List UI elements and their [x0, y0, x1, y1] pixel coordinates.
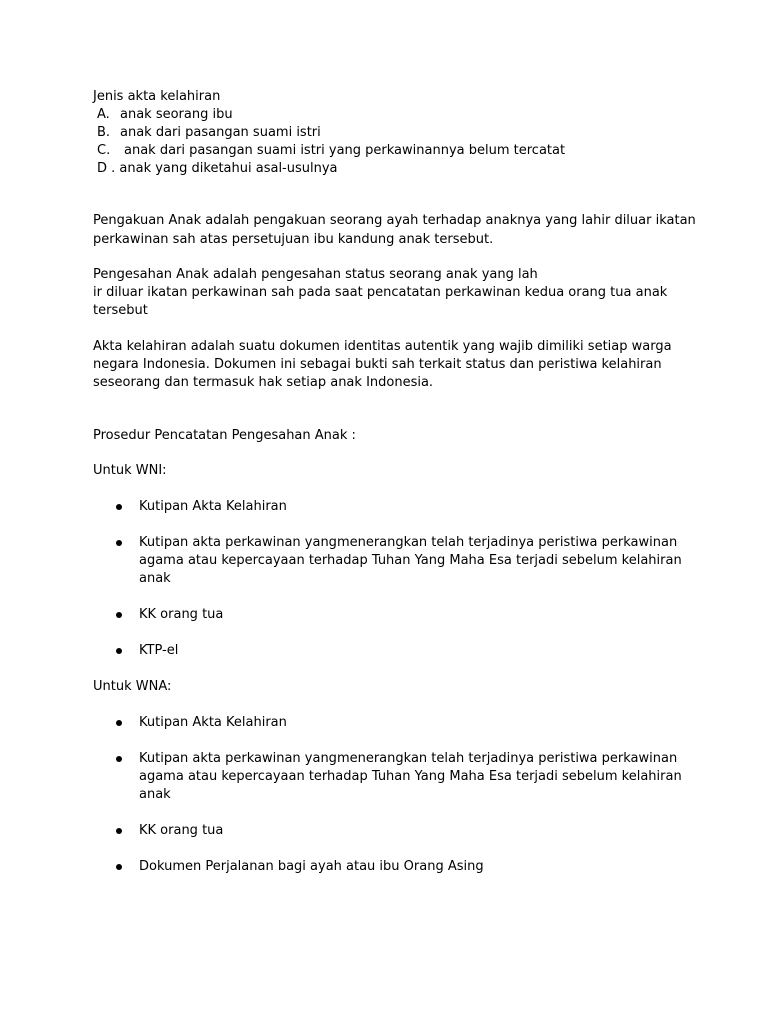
bullet-icon	[116, 828, 122, 834]
pengakuan-line-1: Pengakuan Anak adalah pengakuan seorang ayah terhadap anaknya yang lahir diluar ikatan	[93, 213, 696, 228]
wni-item-1: Kutipan Akta Kelahiran	[139, 499, 287, 514]
wni-item-4: KTP-el	[139, 643, 179, 658]
pengesahan-line-1: Pengesahan Anak adalah pengesahan status seorang anak yang lah	[93, 267, 538, 282]
wna-item-2-line-1: Kutipan akta perkawinan yangmenerangkan telah terjadinya peristiwa perkawinan	[139, 751, 678, 766]
bullet-icon	[116, 648, 122, 654]
bullet-icon	[116, 540, 122, 546]
wna-item-4: Dokumen Perjalanan bagi ayah atau ibu Orang Asing	[139, 859, 484, 874]
jenis-item-c-letter: C.	[97, 143, 111, 158]
bullet-icon	[116, 864, 122, 870]
wna-item-1: Kutipan Akta Kelahiran	[139, 715, 287, 730]
wna-item-3: KK orang tua	[139, 823, 224, 838]
pengakuan-line-2: perkawinan sah atas persetujuan ibu kandung anak tersebut.	[93, 232, 494, 247]
wni-item-2-line-3: anak	[139, 571, 171, 586]
akta-line-1: Akta kelahiran adalah suatu dokumen identitas autentik yang wajib dimiliki setiap warga	[93, 339, 672, 354]
jenis-heading: Jenis akta kelahiran	[93, 89, 221, 104]
jenis-item-c-text: anak dari pasangan suami istri yang perkawinannya belum tercatat	[124, 143, 566, 158]
bullet-icon	[116, 612, 122, 618]
wni-label: Untuk WNI:	[93, 463, 167, 478]
akta-line-2: negara Indonesia. Dokumen ini sebagai bukti sah terkait status dan peristiwa kelahiran	[93, 357, 662, 372]
bullet-icon	[116, 720, 122, 726]
bullet-icon	[116, 756, 122, 762]
jenis-item-a-text: anak seorang ibu	[120, 107, 233, 122]
wna-item-2-line-3: anak	[139, 787, 171, 802]
jenis-item-b-letter: B.	[97, 125, 111, 140]
pengesahan-line-2: ir diluar ikatan perkawinan sah pada saat pencatatan perkawinan kedua orang tua anak	[93, 285, 668, 300]
bullet-icon	[116, 504, 122, 510]
jenis-item-d-text: D . anak yang diketahui asal-usulnya	[97, 161, 338, 176]
pengesahan-line-3: tersebut	[93, 303, 148, 318]
wni-item-2-line-1: Kutipan akta perkawinan yangmenerangkan telah terjadinya peristiwa perkawinan	[139, 535, 678, 550]
jenis-item-a-letter: A.	[97, 107, 110, 122]
wni-item-3: KK orang tua	[139, 607, 224, 622]
wna-item-2-line-2: agama atau kepercayaan terhadap Tuhan Yang Maha Esa terjadi sebelum kelahiran	[139, 769, 682, 784]
wni-item-2-line-2: agama atau kepercayaan terhadap Tuhan Yang Maha Esa terjadi sebelum kelahiran	[139, 553, 682, 568]
jenis-item-b-text: anak dari pasangan suami istri	[120, 125, 321, 140]
wna-label: Untuk WNA:	[93, 679, 172, 694]
akta-line-3: seseorang dan termasuk hak setiap anak Indonesia.	[93, 375, 434, 390]
prosedur-heading: Prosedur Pencatatan Pengesahan Anak :	[93, 428, 356, 443]
